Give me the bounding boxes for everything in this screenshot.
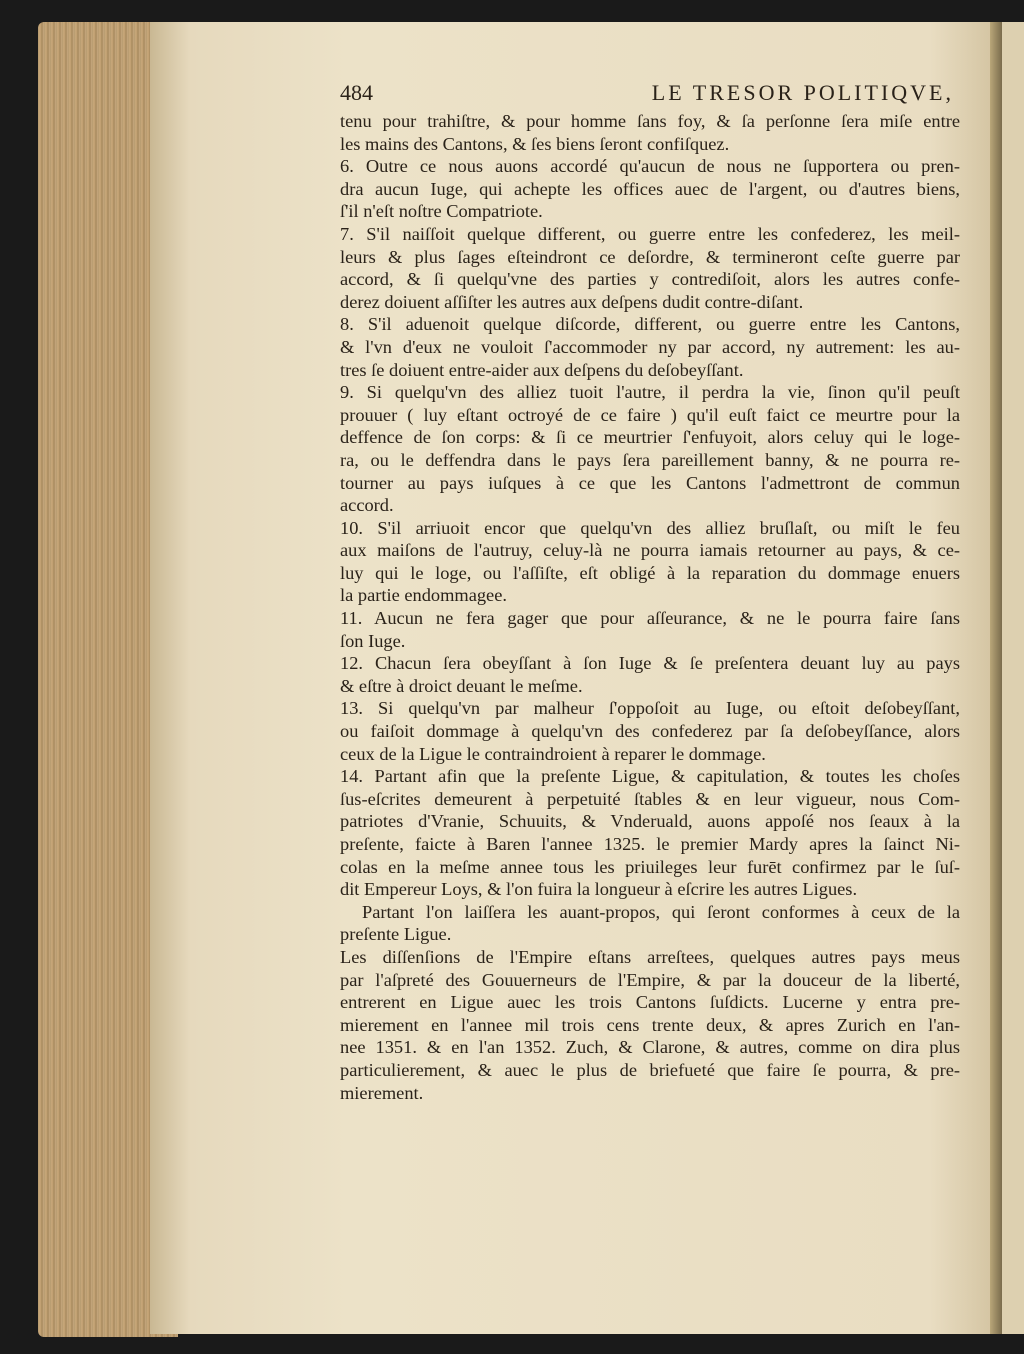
text-line: ſ'il n'eſt noſtre Compatriote.: [340, 201, 543, 222]
text-line: entrerent en Ligue auec les trois Cantons ſuſdicts. Lucerne y entra pre-: [340, 992, 960, 1013]
text-line: leurs & plus ſages eſteindront ce deſordre, & termineront ceſte guerre par: [340, 246, 960, 267]
text-line: ou faiſoit dommage à quelqu'vn des confederez par ſa deſobeyſſance, alors: [340, 721, 960, 742]
text-line: 7. S'il naiſſoit quelque different, ou guerre entre les confederez, les meil-: [340, 223, 960, 244]
text-line: luy qui le loge, ou l'aſſiſte, eſt obligé à la reparation du dommage enuers: [340, 562, 960, 583]
text-line: 6. Outre ce nous auons accordé qu'aucun de nous ne ſupportera ou pren-: [340, 156, 960, 177]
text-line: Partant l'on laiſſera les auant-propos, qui ſeront conformes à ceux de la: [362, 901, 960, 922]
text-line: & l'vn d'eux ne vouloit ſ'accommoder ny par accord, ny autrement: les au-: [340, 336, 960, 357]
page-content: [340, 80, 960, 1104]
text-line: mierement.: [340, 1082, 424, 1103]
text-line: dit Empereur Loys, & l'on fuira la longueur à eſcrire les autres Ligues.: [340, 879, 858, 900]
text-line: accord, & ſi quelqu'vne des parties y contrediſoit, alors les autres confe-: [340, 269, 960, 290]
facing-page-edge: [1002, 22, 1024, 1334]
text-line: Les diſſenſions de l'Empire eſtans arreſtees, quelques autres pays meus: [340, 946, 960, 967]
text-line: ſus-eſcrites demeurent à perpetuité ſtables & en leur vigueur, nous Com-: [340, 788, 960, 809]
text-line: ra, ou le deffendra dans le pays ſera pareillement banny, & ne pourra re-: [340, 449, 960, 470]
text-line: les mains des Cantons, & ſes biens ſeront confiſquez.: [340, 133, 730, 154]
text-line: 8. S'il aduenoit quelque diſcorde, different, ou guerre entre les Cantons,: [340, 314, 960, 335]
text-line: 10. S'il arriuoit encor que quelqu'vn des alliez bruſlaſt, ou miſt le feu: [340, 517, 960, 538]
text-line: prouuer ( luy eſtant octroyé de ce faire ) qu'il euſt faict ce meurtre pour la: [340, 404, 960, 425]
text-line: deffence de ſon corps: & ſi ce meurtrier ſ'enfuyoit, alors celuy qui le loge-: [340, 427, 960, 448]
text-line: colas en la meſme annee tous les priuileges leur furēt confirmez par le ſuſ-: [340, 856, 960, 877]
text-line: par l'aſpreté des Gouuerneurs de l'Empire, & par la douceur de la liberté,: [340, 969, 960, 990]
text-line: aux maiſons de l'autruy, celuy-là ne pourra iamais retourner au pays, & ce-: [340, 540, 960, 561]
text-line: 11. Aucun ne fera gager que pour aſſeurance, & ne le pourra faire ſans: [340, 608, 960, 629]
text-line: patriotes d'Vranie, Schuuits, & Vnderuald, auons appoſé nos ſeaux à la: [340, 811, 960, 832]
text-line: la partie endommagee.: [340, 585, 507, 606]
text-line: 14. Partant afin que la preſente Ligue, & capitulation, & toutes les choſes: [340, 766, 960, 787]
text-line: dra aucun Iuge, qui achepte les offices auec de l'argent, ou d'autres biens,: [340, 178, 960, 199]
text-line: ſon Iuge.: [340, 630, 406, 651]
text-line: particulierement, & auec le plus de briefueté que faire ſe pourra, & pre-: [340, 1059, 960, 1080]
text-line: ceux de la Ligue le contraindroient à reparer le dommage.: [340, 743, 766, 764]
text-line: tres ſe doiuent entre-aider aux deſpens du deſobeyſſant.: [340, 359, 744, 380]
text-body: [340, 110, 960, 1104]
page-header: [340, 80, 960, 106]
text-line: accord.: [340, 495, 394, 516]
text-line: nee 1351. & en l'an 1352. Zuch, & Clarone, & autres, comme on dira plus: [340, 1037, 960, 1058]
text-line: tourner au pays iuſques à ce que les Cantons l'admettront de commun: [340, 472, 960, 493]
page-number: 484: [340, 80, 373, 105]
text-line: tenu pour trahiſtre, & pour homme ſans foy, & ſa perſonne ſera miſe entre: [340, 111, 960, 131]
text-line: 13. Si quelqu'vn par malheur ſ'oppoſoit au Iuge, ou eſtoit deſobeyſſant,: [340, 698, 960, 719]
text-line: derez doiuent aſſiſter les autres aux deſpens dudit contre-diſant.: [340, 291, 804, 312]
text-line: & eſtre à droict deuant le meſme.: [340, 675, 583, 696]
text-line: preſente Ligue.: [340, 924, 452, 945]
text-line: mierement en l'annee mil trois cens trente deux, & apres Zurich en l'an-: [340, 1014, 960, 1035]
text-line: preſente, faicte à Baren l'annee 1325. le premier Mardy apres la ſainct Ni-: [340, 834, 960, 854]
text-line: 9. Si quelqu'vn des alliez tuoit l'autre, il perdra la vie, ſinon qu'il peuſt: [340, 382, 960, 403]
running-title: LE TRESOR POLITIQVE,: [651, 80, 954, 105]
text-line: 12. Chacun ſera obeyſſant à ſon Iuge & ſe preſentera deuant luy au pays: [340, 653, 960, 674]
